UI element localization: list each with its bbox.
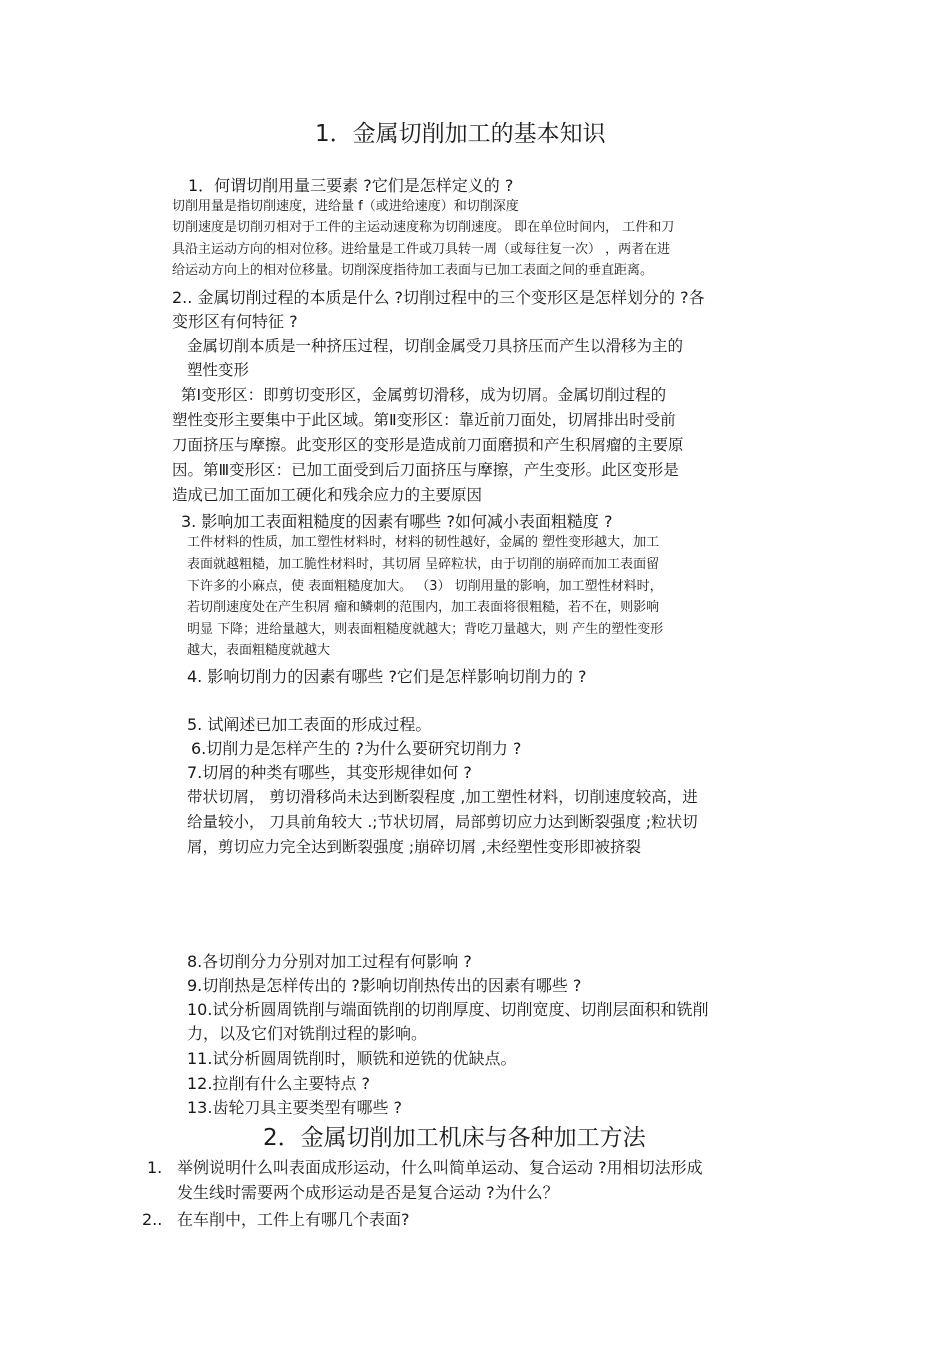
section-2-question-2: 在车削中，工件上有哪几个表面? xyxy=(177,1210,410,1229)
answer-1-line: 切削速度是切削刃相对于工件的主运动速度称为切削速度。 即在单位时间内， 工件和刀 xyxy=(172,220,675,235)
question-9: 9.切削热是怎样传出的 ?影响切削热传出的因素有哪些 ? xyxy=(187,976,582,995)
question-6: 6.切削力是怎样产生的 ?为什么要研究切削力 ? xyxy=(191,739,522,758)
answer-2-line: 金属切削本质是一种挤压过程，切削金属受刀具挤压而产生以滑移为主的 xyxy=(187,337,684,355)
section-2-title: 2．金属切削加工机床与各种加工方法 xyxy=(263,1125,646,1151)
answer-3-line: 下许多的小麻点，使 表面粗糙度加大。 （3） 切削用量的影响，加工塑性材料时， xyxy=(187,579,663,594)
answer-3-line: 越大，表面粗糙度就越大 xyxy=(187,643,331,658)
answer-2-line: 第Ⅰ变形区：即剪切变形区，金属剪切滑移，成为切屑。金属切削过程的 xyxy=(181,386,667,404)
question-3: 3. 影响加工表面粗糙度的因素有哪些 ?如何减小表面粗糙度 ? xyxy=(181,512,613,531)
answer-3-line: 若切削速度处在产生积屑 瘤和鳞刺的范围内，加工表面将很粗糙，若不在，则影响 xyxy=(187,600,660,615)
question-1: 1．何谓切削用量三要素 ?它们是怎样定义的 ? xyxy=(188,176,514,195)
question-11: 11.试分析圆周铣削时，顺铣和逆铣的优缺点。 xyxy=(187,1049,517,1068)
question-12: 12.拉削有什么主要特点 ? xyxy=(187,1074,371,1093)
answer-2-line: 造成已加工面加工硬化和残余应力的主要原因 xyxy=(172,486,483,504)
question-4: 4. 影响切削力的因素有哪些 ?它们是怎样影响切削力的 ? xyxy=(187,667,587,686)
answer-3-line: 工件材料的性质，加工塑性材料时，材料的韧性越好，金属的 塑性变形越大，加工 xyxy=(187,535,660,550)
answer-2-line: 塑性变形 xyxy=(187,361,250,379)
answer-3-line: 表面就越粗糙，加工脆性材料时，其切屑 呈碎粒状，由于切削的崩碎而加工表面留 xyxy=(187,557,660,572)
answer-1-line: 切削用量是指切削速度，进给量 f（或进给速度）和切削深度 xyxy=(172,199,519,214)
section-2-question-1-line: 举例说明什么叫表面成形运动，什么叫简单运动、复合运动 ?用相切法形成 xyxy=(177,1158,703,1177)
section-1-title: 1．金属切削加工的基本知识 xyxy=(315,121,606,147)
answer-2-line: 刀面挤压与摩擦。此变形区的变形是造成前刀面磨损和产生积屑瘤的主要原 xyxy=(172,436,684,454)
section-2-question-2-number: 2.. xyxy=(142,1210,163,1229)
question-2-line: 变形区有何特征 ? xyxy=(172,312,298,331)
question-5: 5. 试阐述已加工表面的形成过程。 xyxy=(187,715,432,734)
question-8: 8.各切削分力分别对加工过程有何影响 ? xyxy=(187,952,472,971)
answer-1-line: 给运动方向上的相对位移量。切削深度指待加工表面与已加工表面之间的垂直距离。 xyxy=(172,263,654,278)
question-2-line: 2.. 金属切削过程的本质是什么 ?切削过程中的三个变形区是怎样划分的 ?各 xyxy=(172,288,705,307)
section-2-question-1-number: 1. xyxy=(147,1158,163,1177)
answer-7-line: 带状切屑， 剪切滑移尚未达到断裂程度 ,加工塑性材料，切削速度较高，进 xyxy=(187,788,698,806)
answer-1-line: 具沿主运动方向的相对位移。进给量是工件或刀具转一周（或每往复一次） ，两者在进 xyxy=(172,242,671,257)
answer-2-line: 塑性变形主要集中于此区域。第Ⅱ变形区：靠近前刀面处，切屑排出时受前 xyxy=(172,411,676,429)
answer-2-line: 因。第Ⅲ变形区：已加工面受到后刀面挤压与摩擦，产生变形。此区变形是 xyxy=(172,461,679,479)
question-13: 13.齿轮刀具主要类型有哪些 ? xyxy=(187,1098,403,1117)
question-7: 7.切屑的种类有哪些，其变形规律如何 ? xyxy=(187,763,472,782)
question-10-line: 10.试分析圆周铣削与端面铣削的切削厚度、切削宽度、切削层面积和铣削 xyxy=(187,1000,709,1019)
answer-7-line: 给量较小， 刀具前角较大 .;节状切屑，局部剪切应力达到断裂强度 ;粒状切 xyxy=(187,813,698,831)
section-2-question-1-line: 发生线时需要两个成形运动是否是复合运动 ?为什么？ xyxy=(177,1183,559,1202)
answer-3-line: 明显 下降；进给量越大，则表面粗糙度就越大；背吃刀量越大，则 产生的塑性变形 xyxy=(187,622,664,637)
answer-7-line: 屑，剪切应力完全达到断裂强度 ;崩碎切屑 ,未经塑性变形即被挤裂 xyxy=(187,838,642,856)
question-10-line: 力，以及它们对铣削过程的影响。 xyxy=(187,1024,428,1043)
